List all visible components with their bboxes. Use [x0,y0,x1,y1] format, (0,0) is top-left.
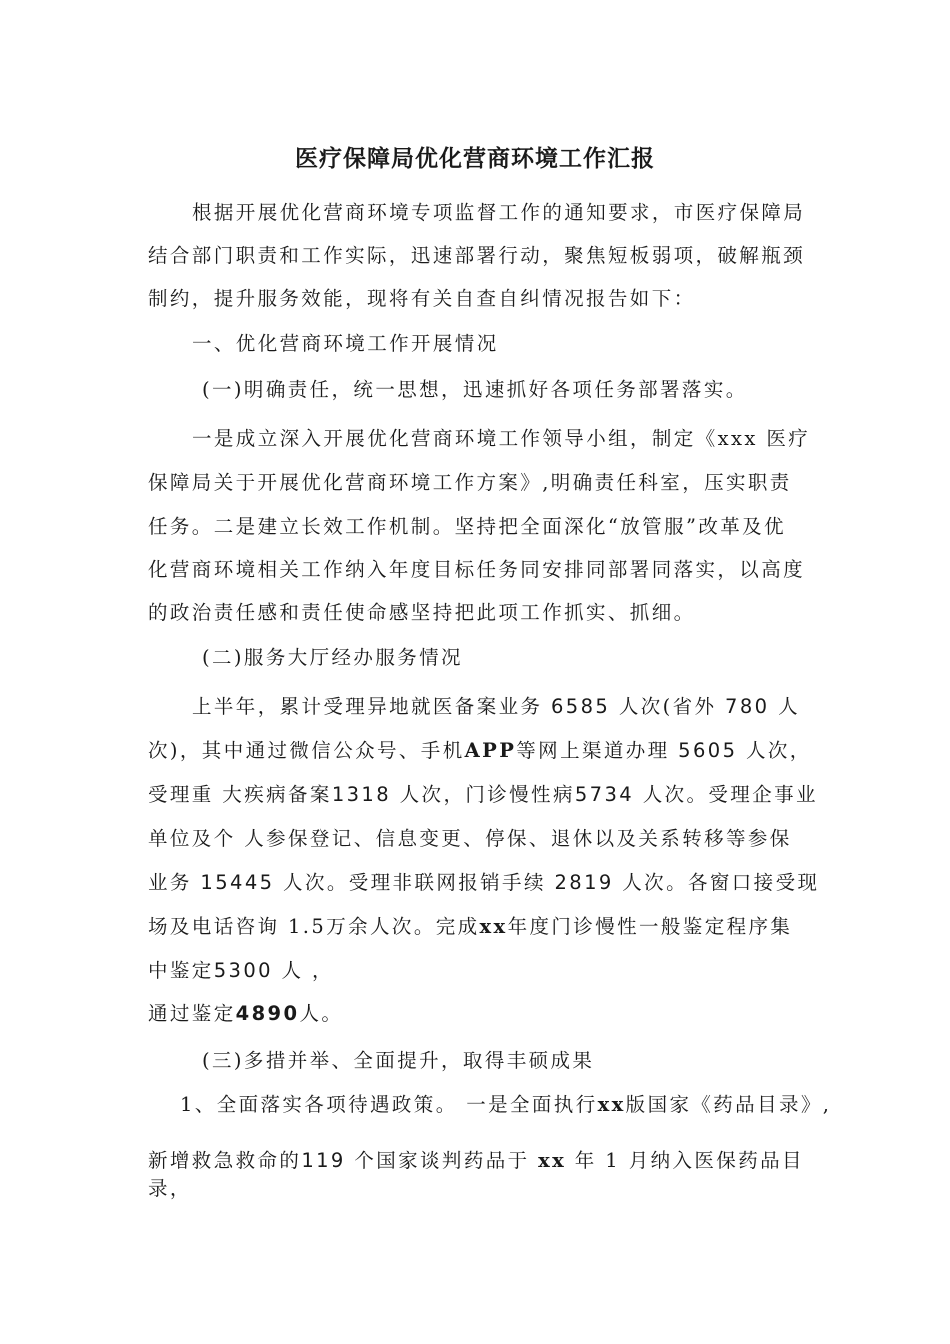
xx-placeholder: xx [597,1093,626,1116]
subsection-3-heading: (三)多措并举、全面提升，取得丰硕成果 [202,1049,595,1072]
number: 5734 [574,783,635,806]
sub1-line-1: 一是成立深入开展优化营商环境工作领导小组，制定《xxx 医疗 [192,427,811,450]
text-fragment: 个国家谈判药品于 [345,1149,539,1172]
number: 780 [725,695,770,718]
sub2-line-7 [148,958,334,984]
text-fragment: 人 [769,695,800,718]
xx-placeholder: xx [479,915,508,938]
text-fragment: 人次。各窗口接受现 [613,871,820,894]
sub2-line-5 [148,870,819,896]
sub2-line-2 [148,738,812,764]
intro-line-3: 制约，提升服务效能，现将有关自查自纠情况报告如下： [148,287,696,310]
sub3-line-1 [180,1092,831,1118]
sub2-line-1 [192,694,800,720]
number: 1.5 [288,915,327,938]
number: 119 [301,1149,346,1172]
text-fragment: 场及电话咨询 [148,915,288,938]
number: 5605 [678,739,738,762]
sub2-line-6 [148,914,792,940]
text-fragment: 万余人次。完成 [326,915,480,938]
number: 6585 [551,695,611,718]
sub1-line-5: 的政治责任感和责任使命感坚持把此项工作抓实、抓细。 [148,601,696,624]
sub2-line-8 [148,1001,343,1027]
xx-placeholder: xx [538,1149,567,1172]
sub3-line-2 [148,1148,804,1174]
number: 1318 [331,783,392,806]
intro-line-2: 结合部门职责和工作实际，迅速部署行动，聚焦短板弱项，破解瓶颈 [148,244,806,267]
subsection-1-heading: (一)明确责任，统一思想，迅速抓好各项任务部署落实。 [202,378,748,401]
section-1-heading: 一、优化营商环境工作开展情况 [192,332,499,355]
text-fragment: 人次(省外 [610,695,726,718]
number: 5300 [213,959,273,982]
text-fragment: 年度门诊慢性一般鉴定程序集 [507,915,793,938]
text-fragment: 年 1 月纳入医保药品目 [566,1149,804,1172]
app-label: APP [464,739,517,762]
text-fragment: 人次。受理非联网报销手续 [274,871,555,894]
sub1-line-2: 保障局关于开展优化营商环境工作方案》,明确责任科室，压实职责 [148,471,792,494]
text-fragment: 次)，其中通过微信公众号、手机 [148,739,465,762]
text-fragment: 版国家《药品目录》, [625,1093,832,1116]
text-fragment: 新增救急救命的 [148,1149,302,1172]
text-fragment: 人。 [299,1002,344,1025]
text-fragment: 中鉴定 [148,959,214,982]
sub3-line-3: 录， [148,1177,192,1200]
subsection-2-heading: (二)服务大厅经办服务情况 [202,646,463,669]
intro-line-1: 根据开展优化营商环境专项监督工作的通知要求，市医疗保障局 [192,201,806,224]
document-title: 医疗保障局优化营商环境工作汇报 [295,146,655,172]
text-fragment: 通过鉴定 [148,1002,236,1025]
sub1-line-3: 任务。二是建立长效工作机制。坚持把全面深化“放管服”改革及优 [148,515,786,538]
sub2-line-3 [148,782,818,808]
text-fragment: 等网上渠道办理 [516,739,679,762]
text-fragment: 人次。受理企事业 [634,783,818,806]
number: 2819 [554,871,614,894]
text-fragment: 受理重 大疾病备案 [148,783,332,806]
text-fragment: 人次，门诊慢性病 [391,783,575,806]
text-fragment: 人次， [737,739,812,762]
text-fragment: 1、全面落实各项待遇政策。 一是全面执行 [180,1093,598,1116]
text-fragment: 上半年，累计受理异地就医备案业务 [192,695,551,718]
text-fragment: 人 ， [272,959,334,982]
number: 15445 [200,871,275,894]
number: 4890 [235,1002,300,1025]
sub1-line-4: 化营商环境相关工作纳入年度目标任务同安排同部署同落实，以高度 [148,558,806,581]
text-fragment: 业务 [148,871,201,894]
sub2-line-4: 单位及个 人参保登记、信息变更、停保、退休以及关系转移等参保 [148,827,792,850]
